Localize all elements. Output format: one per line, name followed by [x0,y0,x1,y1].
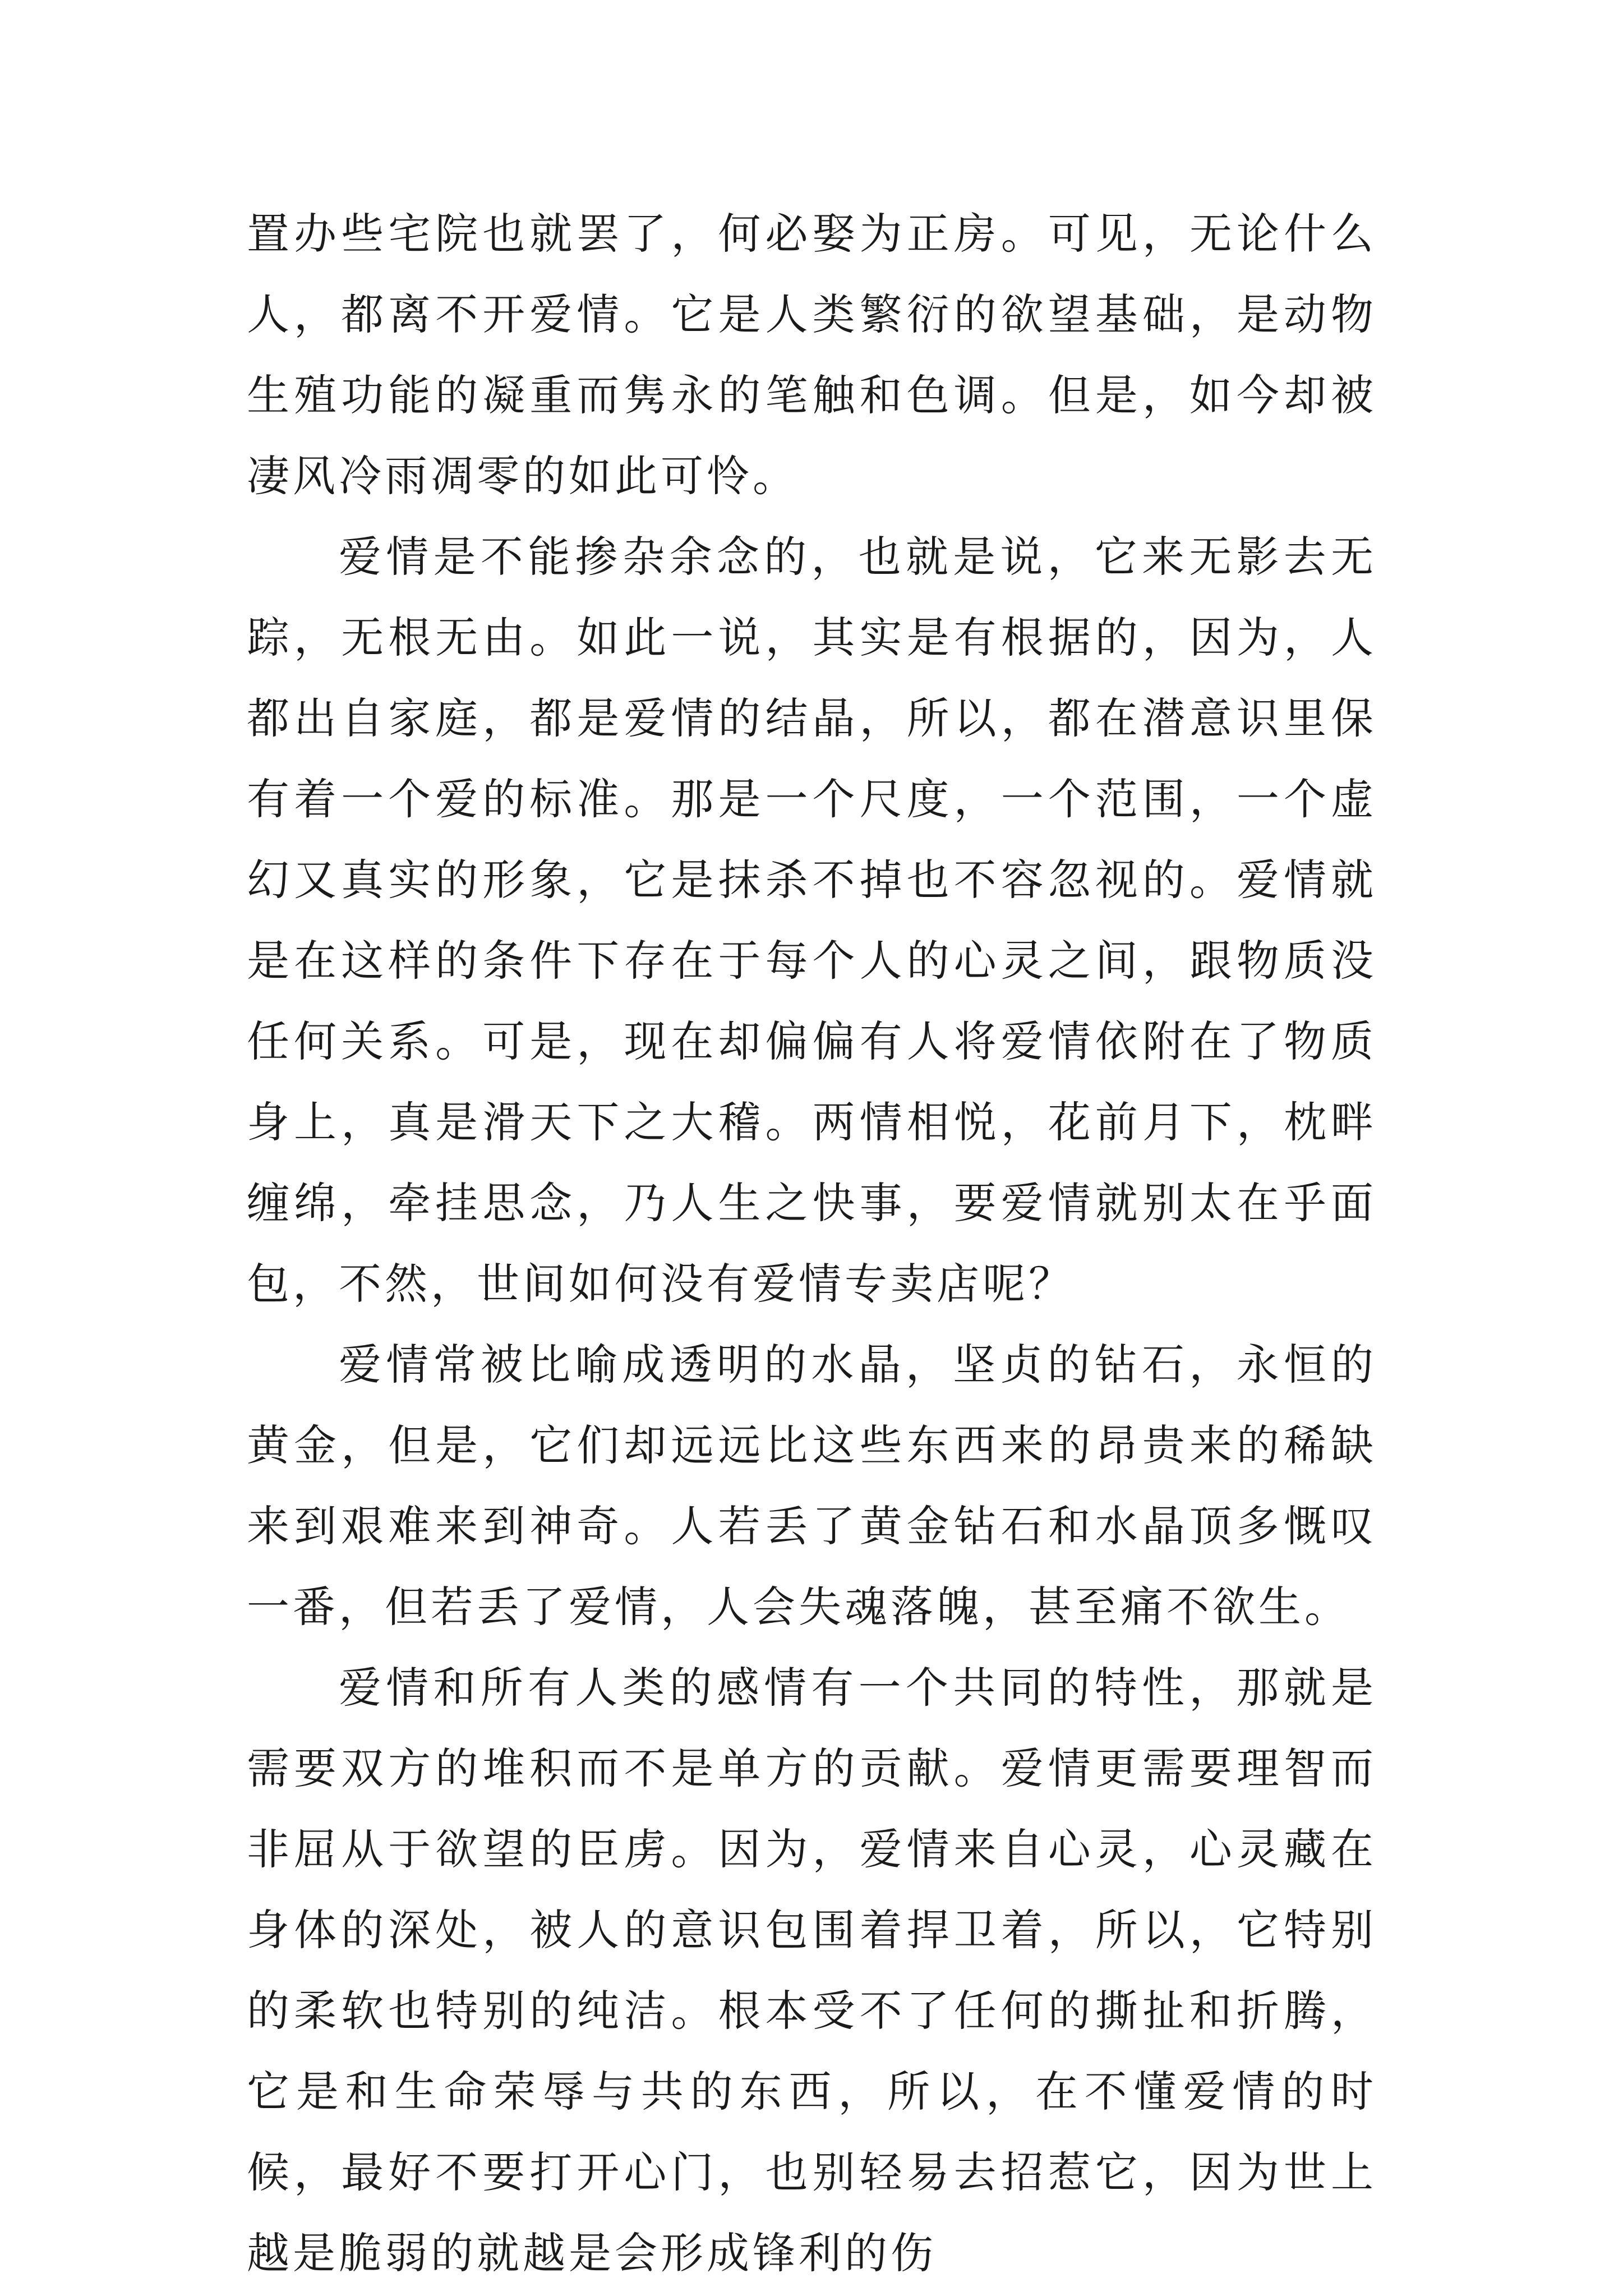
paragraph-1: 置办些宅院也就罢了，何必娶为正房。可见，无论什么人，都离不开爱情。它是人类繁衍的欲望基础，是动物生殖功能的凝重而隽永的笔触和色调。但是，如今却被凄风冷雨凋零的如此可怜。 [247,209,1377,501]
paragraph-4: 爱情和所有人类的感情有一个共同的特性，那就是需要双方的堆积而不是单方的贡献。爱情更需要理智而非屈从于欲望的臣虏。因为，爱情来自心灵，心灵藏在身体的深处，被人的意识包围着捍卫着，所以，它特别的柔软也特别的纯洁。根本受不了任何的撕扯和折腾，它是和生命荣辱与共的东西，所以，在不懂爱情的时候，最好不要打开心门，也别轻易去招惹它，因为世上越是脆弱的就越是会形成锋利的伤 [247,1663,1377,2278]
paragraph-2: 爱情是不能掺杂余念的，也就是说，它来无影去无踪，无根无由。如此一说，其实是有根据的，因为，人都出自家庭，都是爱情的结晶，所以，都在潜意识里保有着一个爱的标准。那是一个尺度，一个范围，一个虚幻又真实的形象，它是抹杀不掉也不容忽视的。爱情就是在这样的条件下存在于每个人的心灵之间，跟物质没任何关系。可是，现在却偏偏有人将爱情依附在了物质身上，真是滑天下之大稽。两情相悦，花前月下，枕畔缠绵，牵挂思念，乃人生之快事，要爱情就别太在乎面包，不然，世间如何没有爱情专卖店呢？ [247,532,1377,1309]
paragraph-3: 爱情常被比喻成透明的水晶，坚贞的钻石，永恒的黄金，但是，它们却远远比这些东西来的昂贵来的稀缺来到艰难来到神奇。人若丢了黄金钻石和水晶顶多慨叹一番，但若丢了爱情，人会失魂落魄，甚至痛不欲生。 [247,1340,1377,1632]
body-text [247,194,1377,2294]
